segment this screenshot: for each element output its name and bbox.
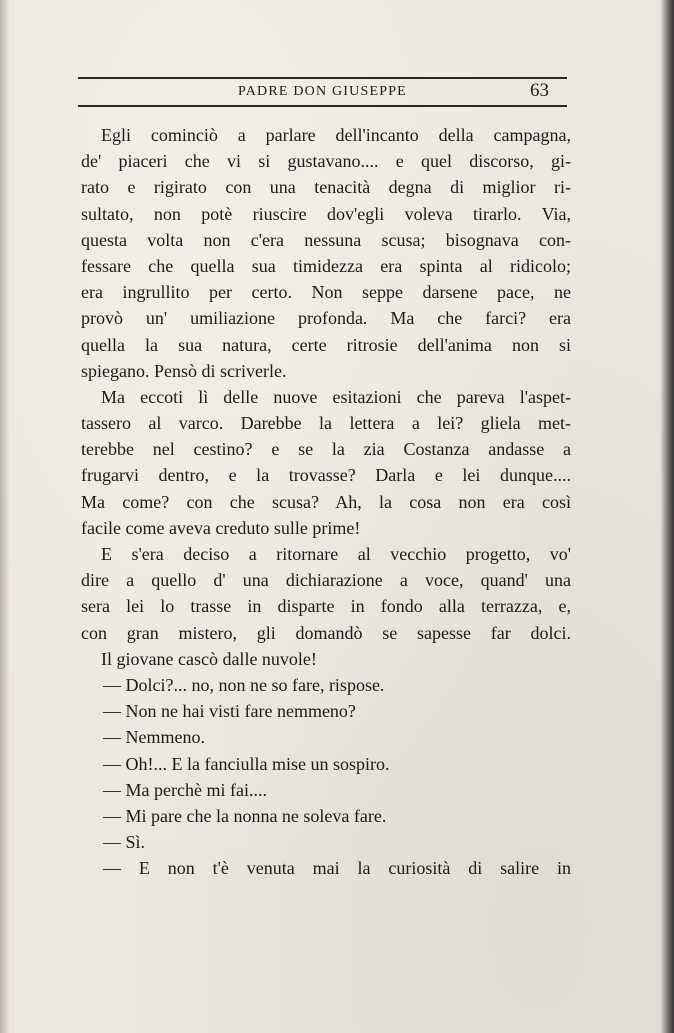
text-line: era ingrullito per certo. Non seppe darsene pace, ne bbox=[81, 282, 571, 303]
header-rule-top bbox=[78, 77, 567, 79]
text-line: provò un' umiliazione profonda. Ma che farci? era bbox=[81, 308, 571, 329]
text-line: tassero al varco. Darebbe la lettera a lei? gliela met- bbox=[81, 413, 571, 434]
header-rule-bottom bbox=[78, 105, 567, 107]
text-line: Ma eccoti lì delle nuove esitazioni che pareva l'aspet- bbox=[101, 386, 571, 407]
page-right-edge bbox=[660, 0, 674, 1033]
text-line: fessare che quella sua timidezza era spinta al ridicolo; bbox=[81, 255, 571, 276]
text-line: E s'era deciso a ritornare al vecchio progetto, vo' bbox=[101, 544, 571, 564]
dialog-line: — Sì. bbox=[103, 832, 146, 853]
page-number: 63 bbox=[530, 80, 549, 101]
text-line: rato e rigirato con una tenacità degna di miglior ri- bbox=[81, 177, 571, 198]
text-line: sultato, non potè riuscire dov'egli voleva tirarlo. Via, bbox=[81, 203, 571, 224]
page-left-shadow bbox=[0, 0, 10, 1033]
dialog-line: — E non t'è venuta mai la curiosità di salire in bbox=[103, 858, 571, 879]
text-line: sera lei lo trasse in disparte in fondo alla terrazza, e, bbox=[81, 596, 571, 617]
dialog-line: — Oh!... E la fanciulla mise un sospiro. bbox=[103, 753, 390, 774]
text-line: frugarvi dentro, e la trovasse? Darla e lei dunque.... bbox=[81, 465, 571, 486]
text-line: de' piaceri che vi si gustavano.... e quel discorso, gi- bbox=[81, 151, 571, 172]
dialog-line: — Dolci?... no, non ne so fare, rispose. bbox=[103, 674, 385, 695]
text-line: facile come aveva creduto sulle prime! bbox=[81, 517, 361, 538]
text-line: questa volta non c'era nessuna scusa; bisognava con- bbox=[81, 229, 571, 250]
body-text bbox=[81, 122, 571, 881]
text-line: Il giovane cascò dalle nuvole! bbox=[101, 648, 317, 669]
text-line: terebbe nel cestino? e se la zia Costanza andasse a bbox=[81, 439, 571, 460]
dialog-line: — Mi pare che la nonna ne soleva fare. bbox=[103, 805, 387, 826]
text-line: Ma come? con che scusa? Ah, la cosa non era così bbox=[81, 491, 571, 512]
running-head bbox=[78, 80, 567, 104]
text-line: quella la sua natura, certe ritrosie dell'anima non si bbox=[81, 334, 571, 355]
text-line: dire a quello d' una dichiarazione a voce, quand' una bbox=[81, 570, 571, 591]
dialog-line: — Nemmeno. bbox=[103, 727, 205, 748]
dialog-line: — Non ne hai visti fare nemmeno? bbox=[103, 701, 356, 722]
running-title: PADRE DON GIUSEPPE bbox=[238, 84, 407, 99]
dialog-line: — Ma perchè mi fai.... bbox=[103, 779, 267, 800]
text-line: spiegano. Pensò di scriverle. bbox=[81, 360, 287, 381]
text-line: con gran mistero, gli domandò se sapesse far dolci. bbox=[81, 622, 571, 643]
text-line: Egli cominciò a parlare dell'incanto della campagna, bbox=[101, 125, 571, 145]
